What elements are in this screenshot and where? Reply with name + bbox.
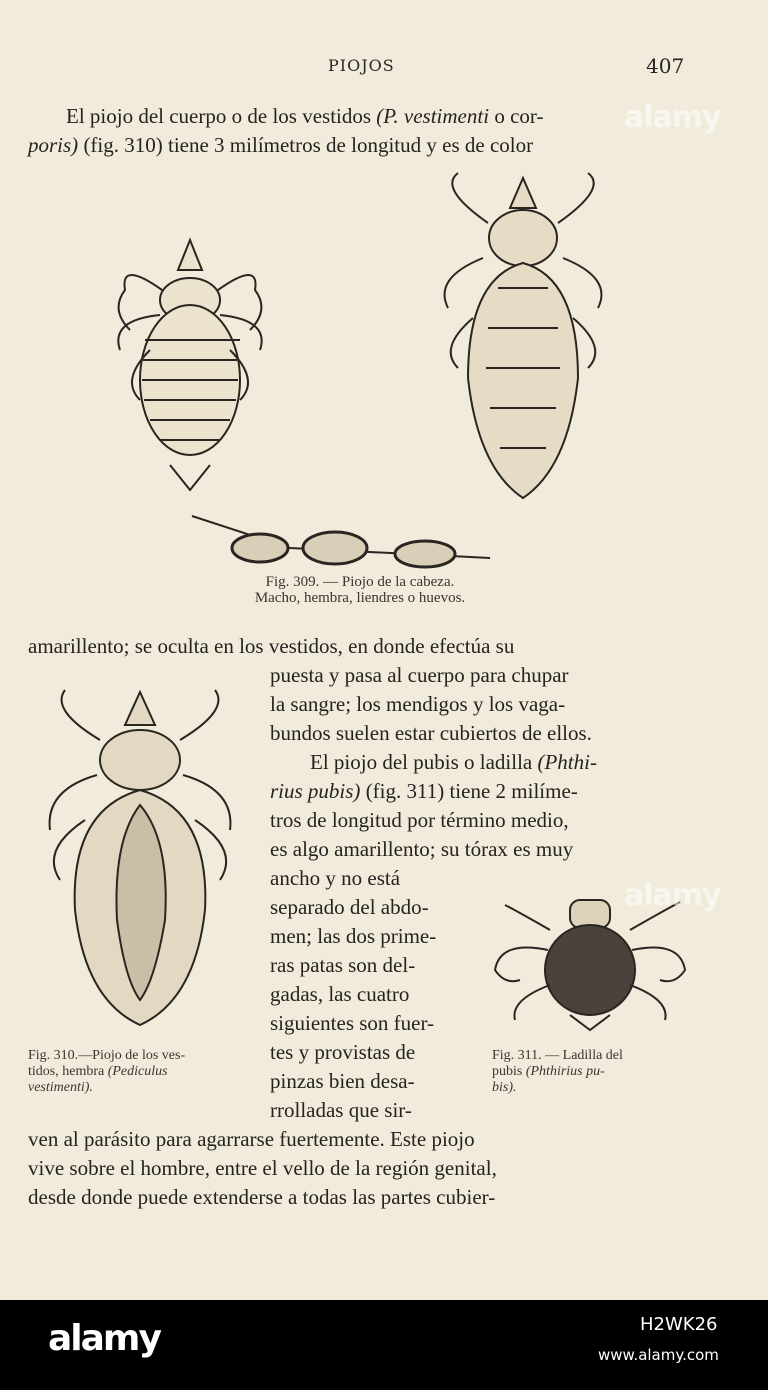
body-line-18: ven al parásito para agarrarse fuertemente. Este piojo	[28, 1127, 475, 1151]
body-line-6: rius pubis) (fig. 311) tiene 2 milíme-	[270, 779, 578, 803]
body-line-5: El piojo del pubis o ladilla (Phthi-	[310, 750, 597, 774]
body-line-20: desde donde puede extenderse a todas las partes cubier-	[28, 1185, 496, 1209]
image-id: H2WK26	[640, 1314, 718, 1335]
body-line-7: tros de longitud por término medio,	[270, 808, 569, 832]
head-louse-female-illustration	[428, 168, 618, 513]
body-line-15: tes y provistas de	[270, 1040, 416, 1064]
running-head-title: PIOJOS	[328, 56, 395, 75]
page-number: 407	[646, 54, 685, 78]
fig310-caption: Fig. 310.—Piojo de los ves- tidos, hembra (Pediculus vestimenti).	[28, 1048, 186, 1095]
fig309-caption: Fig. 309. — Piojo de la cabeza. Macho, hembra, liendres o huevos.	[254, 574, 466, 606]
body-line-14: siguientes son fuer-	[270, 1011, 435, 1035]
para1-line2: poris) (fig. 310) tiene 3 milímetros de longitud y es de color	[28, 133, 534, 157]
body-line-12: ras patas son del-	[270, 953, 416, 977]
body-line-13: gadas, las cuatro	[270, 982, 410, 1006]
para1-line1: El piojo del cuerpo o de los vestidos (P. vestimenti o cor-	[66, 104, 544, 128]
body-line-8: es algo amarillento; su tórax es muy	[270, 837, 574, 861]
body-line-10: separado del abdo-	[270, 895, 429, 919]
watermark-logo: alamy	[624, 878, 721, 913]
head-louse-male-illustration	[100, 230, 280, 500]
stock-footer	[0, 1300, 768, 1390]
site-url: www.alamy.com	[598, 1346, 719, 1364]
body-line-1: amarillento; se oculta en los vestidos, en donde efectúa su	[28, 634, 515, 658]
alamy-logo: alamy	[48, 1318, 160, 1359]
body-line-16: pinzas bien desa-	[270, 1069, 415, 1093]
watermark-logo: alamy	[624, 100, 721, 135]
body-line-3: la sangre; los mendigos y los vaga-	[270, 692, 566, 716]
body-line-4: bundos suelen estar cubiertos de ellos.	[270, 721, 592, 745]
fig311-caption: Fig. 311. — Ladilla del pubis (Phthirius pu- bis).	[492, 1048, 623, 1095]
running-head	[28, 56, 688, 80]
louse-eggs-illustration	[190, 508, 500, 578]
body-line-2: puesta y pasa al cuerpo para chupar	[270, 663, 569, 687]
body-line-11: men; las dos prime-	[270, 924, 437, 948]
body-line-17: rrolladas que sir-	[270, 1098, 412, 1122]
body-louse-female-illustration	[35, 680, 245, 1035]
body-line-9: ancho y no está	[270, 866, 401, 890]
body-line-19: vive sobre el hombre, entre el vello de la región genital,	[28, 1156, 497, 1180]
